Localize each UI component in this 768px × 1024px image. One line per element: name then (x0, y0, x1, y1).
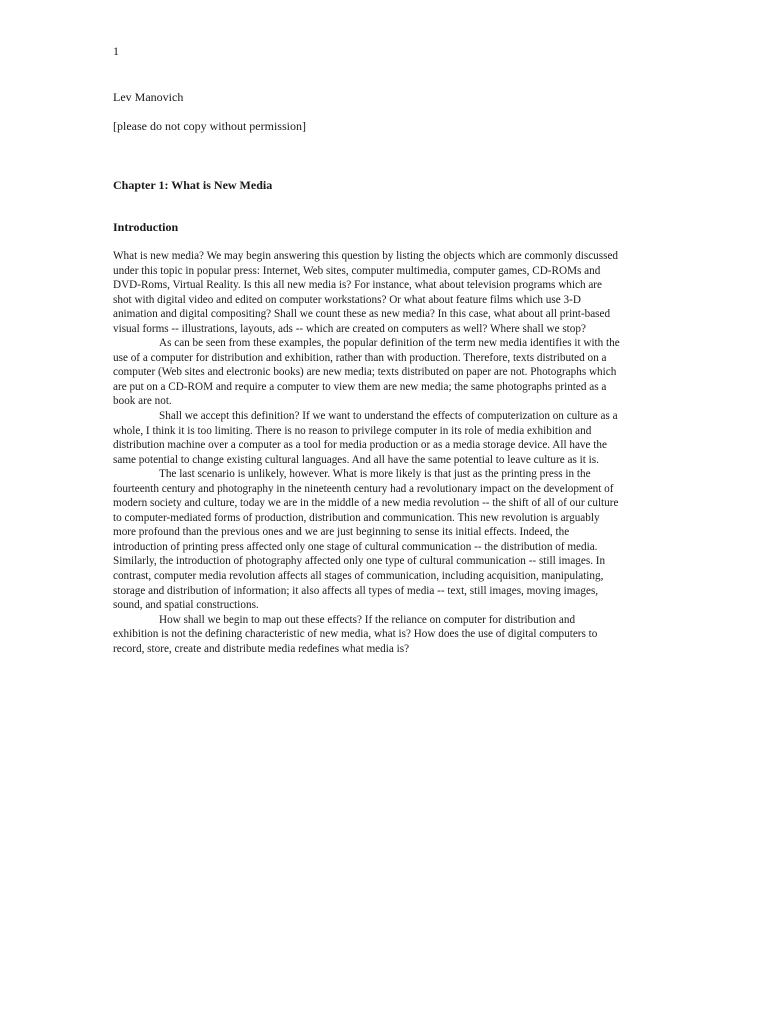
page-number: 1 (113, 44, 119, 58)
paragraph-4: The last scenario is unlikely, however. What is more likely is that just as the printing press in the fourteenth century and photography in the nineteenth century had a revolutionary impact on the development of modern society and culture, today we are in the middle of a new media revolution -- the shift of all of our culture to computer-mediated forms of production, distribution and communication. This new revolution is arguably more profound than the previous ones and we are just beginning to sense its initial effects. Indeed, the introduction of printing press affected only one stage of cultural communication -- the distribution of media. Similarly, the introduction of photography affected only one type of cultural communication -- still images. In contrast, computer media revolution affects all stages of communication, including acquisition, manipulating, storage and distribution of information; it also affects all types of media -- text, still images, moving images, sound, and spatial constructions. (113, 468, 619, 612)
paragraph-1: What is new media? We may begin answering this question by listing the objects which are commonly discussed under this topic in popular press: Internet, Web sites, computer multimedia, computer games, CD-ROMs and DVD-Roms, Virtual Reality. Is this all new media is? For instance, what about television programs which are shot with digital video and edited on computer workstations? Or what about feature films which use 3-D animation and digital compositing? Shall we count these as new media? In this case, what about all print-based visual forms -- illustrations, layouts, ads -- which are created on computers as well? Where shall we stop? (113, 250, 619, 335)
paragraph-5: How shall we begin to map out these effects? If the reliance on computer for distribution and exhibition is not the defining characteristic of new media, what is? How does the use of digital computers to record, store, create and distribute media redefines what media is? (113, 613, 598, 655)
paragraph-2: As can be seen from these examples, the popular definition of the term new media identifies it with the use of a computer for distribution and exhibition, rather than with production. Therefore, texts distributed on a computer (Web sites and electronic books) are new media; texts distributed on paper are not. Photographs which are put on a CD-ROM and require a computer to view them are new media; the same photographs printed as a book are not. (113, 337, 620, 408)
copyright-notice: [please do not copy without permission] (113, 119, 306, 133)
author-name: Lev Manovich (113, 90, 184, 104)
body-text (113, 249, 623, 656)
chapter-title: Chapter 1: What is New Media (113, 178, 273, 192)
section-title: Introduction (113, 220, 179, 234)
paragraph-3: Shall we accept this definition? If we want to understand the effects of computerization on culture as a whole, I think it is too limiting. There is no reason to privilege computer in its role of media exhibition and distribution machine over a computer as a tool for media production or as a media storage device. All have the same potential to change existing cultural languages. And all have the same potential to leave culture as it is. (113, 410, 618, 466)
